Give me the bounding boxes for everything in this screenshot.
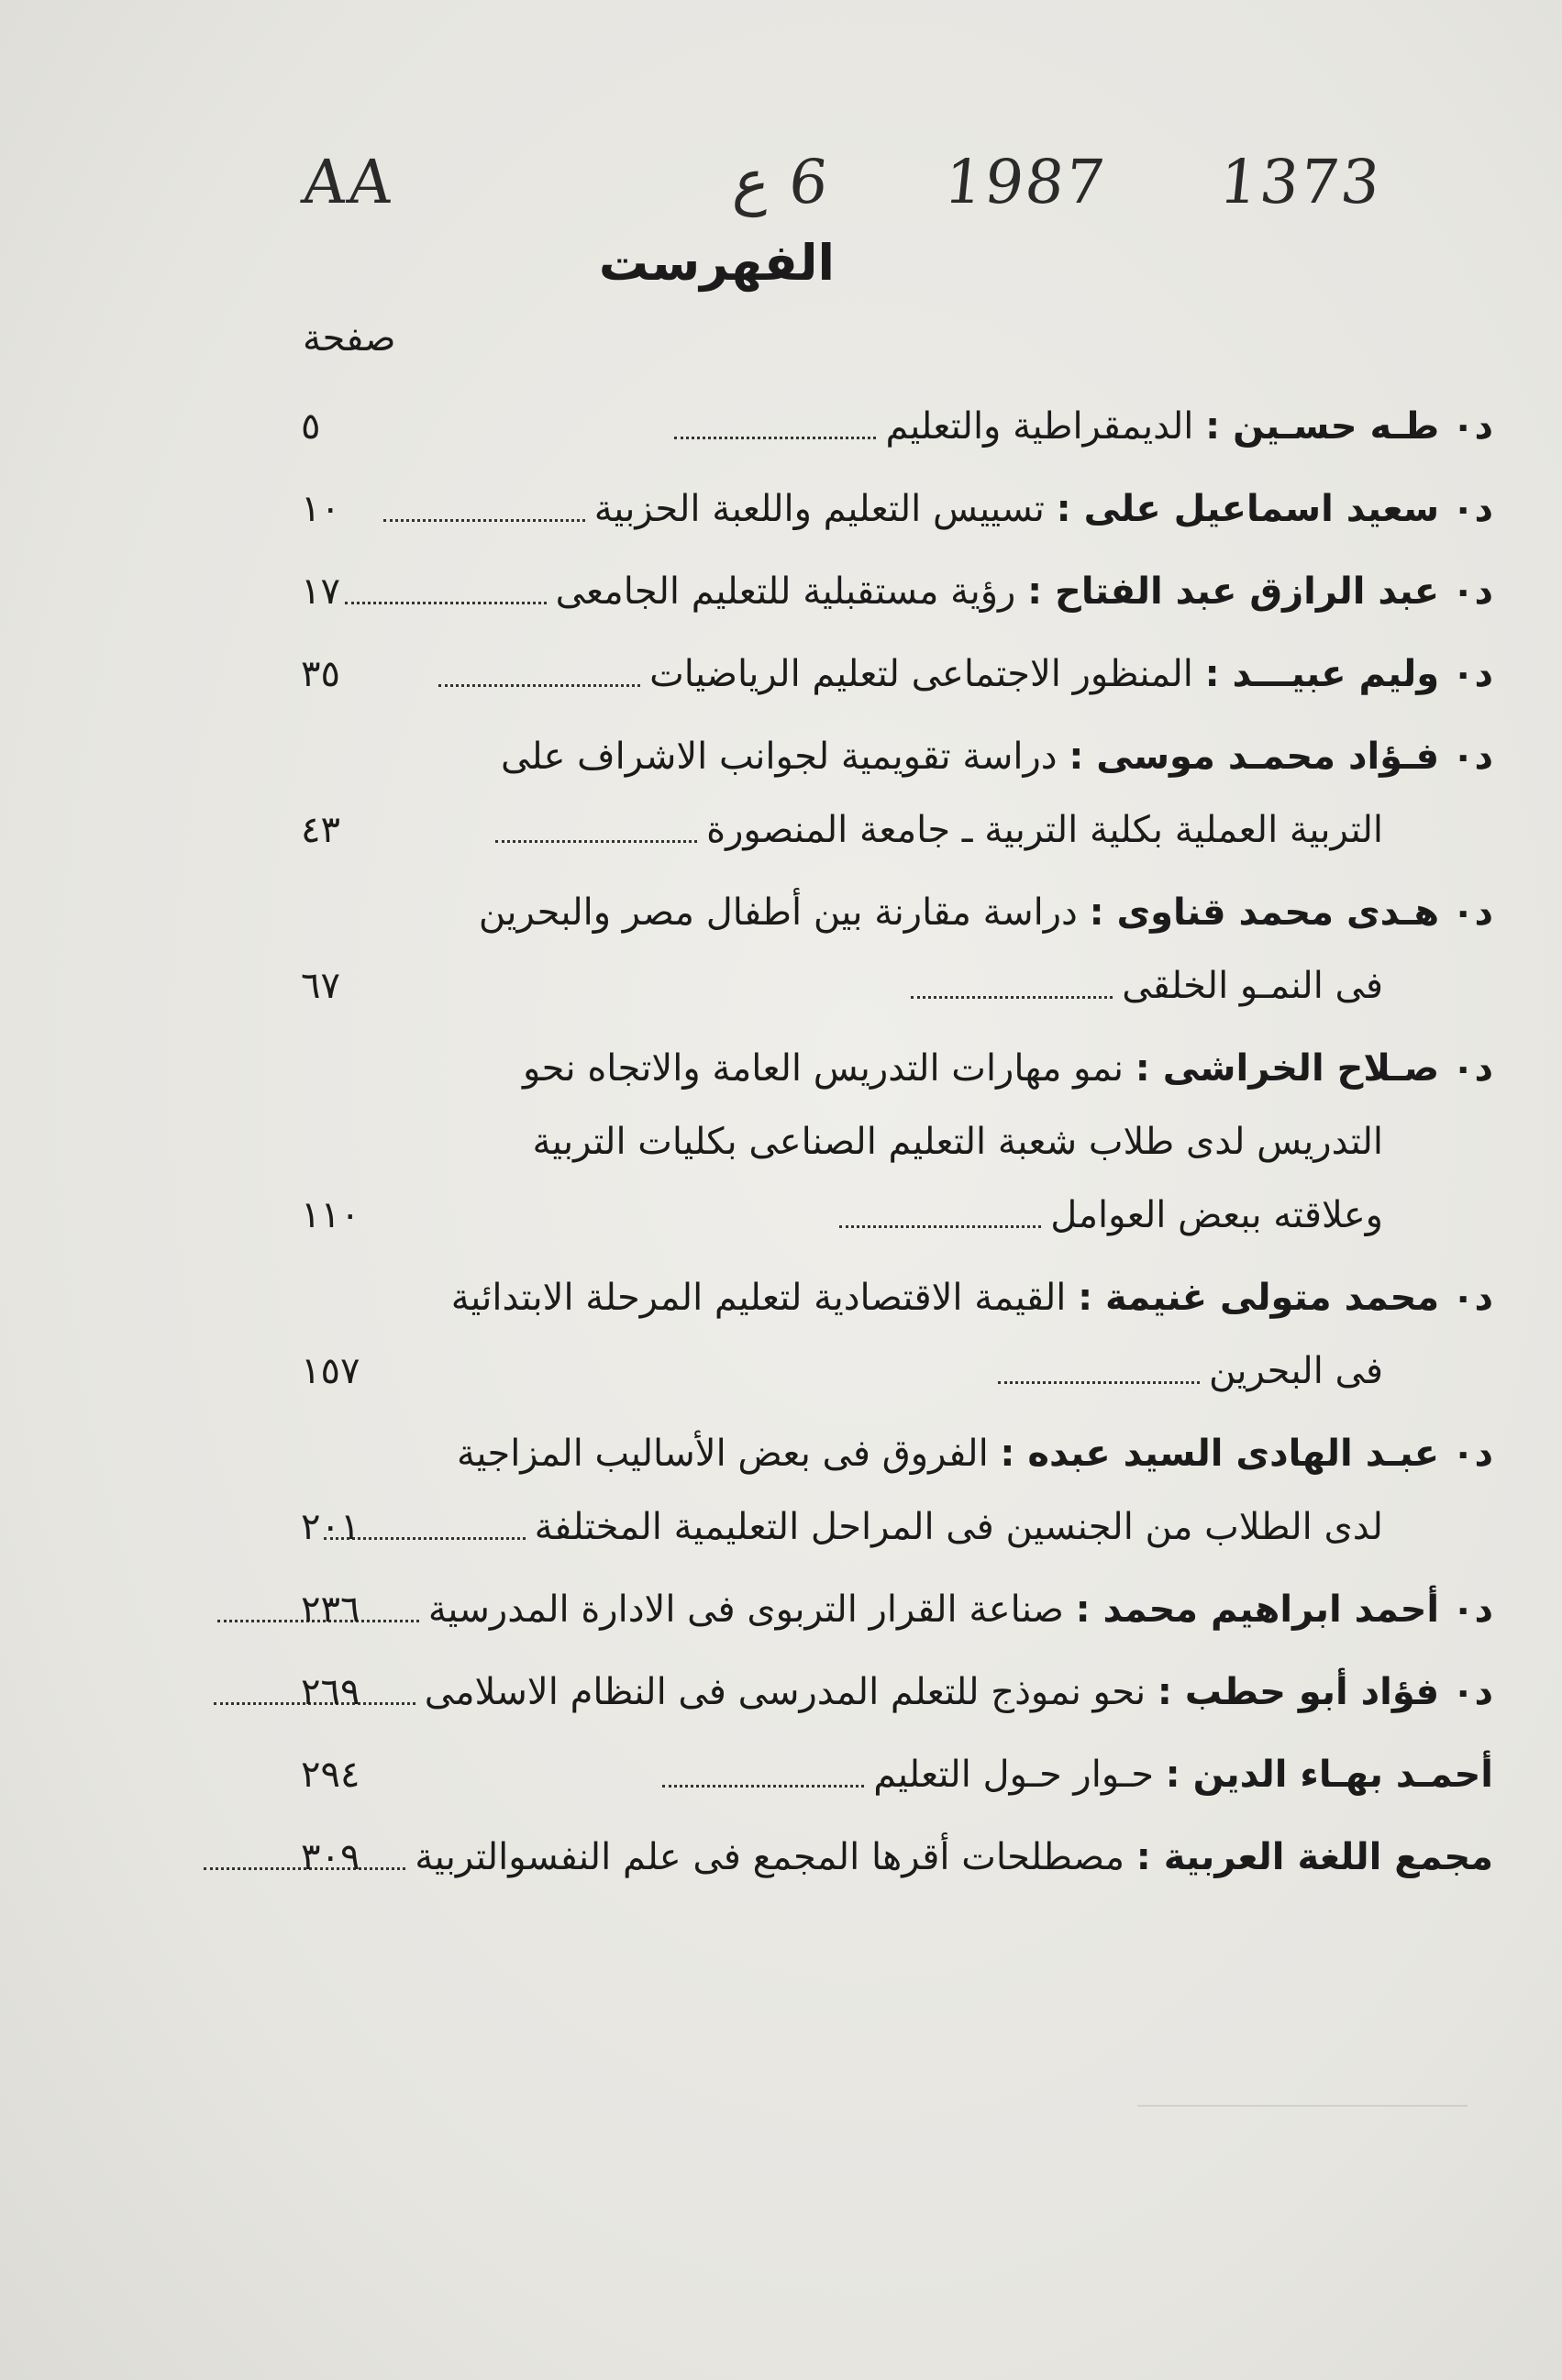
toc-entry [301, 720, 1493, 867]
handwritten-note-1: AA [298, 147, 398, 217]
entry-gap [301, 1811, 1493, 1821]
entry-gap [301, 711, 1493, 720]
handwritten-note-4: 1373 [1215, 147, 1386, 217]
toc-entry [301, 1655, 1493, 1729]
toc-line [301, 1655, 1493, 1729]
toc-author: أحمـد بهـاء الدين : [1165, 1754, 1493, 1796]
toc-entry [301, 390, 1493, 463]
toc-title: فى النمـو الخلقى [1122, 965, 1383, 1007]
toc-title: الديمقراطية والتعليم [885, 405, 1194, 448]
table-of-contents [301, 390, 1493, 1903]
toc-title: رؤية مستقبلية للتعليم الجامعى [555, 570, 1016, 613]
toc-page-number: ٣٠٩ [301, 1836, 360, 1878]
toc-line [301, 1738, 1493, 1811]
toc-entry [301, 1261, 1493, 1408]
toc-page-number: ٢٩٤ [301, 1754, 360, 1796]
toc-title: تسييس التعليم واللعبة الحزبية [593, 488, 1045, 530]
toc-line [301, 472, 1493, 546]
toc-title: الفروق فى بعض الأساليب المزاجية [456, 1433, 989, 1475]
toc-title: التربية العملية بكلية التربية ـ جامعة المنصورة [706, 809, 1383, 851]
toc-title: مصطلحات أقرها المجمع فى علم النفسوالتربية [415, 1836, 1125, 1878]
toc-author: د٠ أحمد ابراهيم محمد : [1075, 1589, 1493, 1631]
toc-entry [301, 1417, 1493, 1564]
page-title-text: الفهرست [598, 234, 836, 292]
entry-gap [301, 628, 1493, 637]
toc-author: د٠ طـه حسـين : [1205, 405, 1493, 448]
toc-title: وعلاقته ببعض العوامل [1050, 1194, 1383, 1236]
leader-dots [839, 1224, 1041, 1228]
handwritten-note-3: 1987 [940, 147, 1111, 217]
toc-title: نحو نموذج للتعلم المدرسى فى النظام الاسلامى [424, 1671, 1147, 1713]
toc-line [301, 1821, 1493, 1894]
toc-line [301, 1105, 1493, 1179]
leader-dots [998, 1380, 1200, 1384]
leader-dots [383, 518, 585, 522]
entry-gap [301, 1894, 1493, 1903]
toc-line [301, 720, 1493, 793]
entry-gap [301, 1729, 1493, 1738]
toc-line [301, 1573, 1493, 1646]
toc-page-number: ٣٥ [301, 653, 340, 695]
entry-gap [301, 546, 1493, 555]
toc-page-number: ٢٣٦ [301, 1589, 360, 1631]
leader-dots [345, 601, 547, 604]
leader-dots [495, 839, 697, 843]
toc-line [301, 390, 1493, 463]
toc-page-number: ٦٧ [301, 965, 340, 1007]
leader-dots [662, 1784, 864, 1788]
toc-title: المنظور الاجتماعى لتعليم الرياضيات [649, 653, 1193, 695]
toc-line [301, 637, 1493, 711]
toc-title: صناعة القرار التربوى فى الادارة المدرسية [427, 1589, 1064, 1631]
toc-line [301, 876, 1493, 949]
entry-gap [301, 867, 1493, 876]
toc-author: د٠ سعيد اسماعيل على : [1056, 488, 1493, 530]
toc-entry [301, 876, 1493, 1023]
toc-author: مجمع اللغة العربية : [1135, 1836, 1493, 1878]
toc-entry [301, 555, 1493, 628]
toc-title: لدى الطلاب من الجنسين فى المراحل التعليمية المختلفة [534, 1506, 1383, 1548]
toc-author: د٠ عبـد الهادى السيد عبده : [1000, 1433, 1493, 1475]
toc-line [301, 555, 1493, 628]
toc-page-number: ٢٦٩ [301, 1671, 360, 1713]
page-title [0, 234, 1562, 292]
bleed-through-rule [1137, 2105, 1468, 2107]
toc-author: د٠ فـؤاد محمـد موسى : [1069, 736, 1493, 778]
entry-gap [301, 1252, 1493, 1261]
toc-title: دراسة تقويمية لجوانب الاشراف على [501, 736, 1058, 778]
page-column-label: صفحة [303, 317, 396, 360]
toc-title: القيمة الاقتصادية لتعليم المرحلة الابتدائية [450, 1277, 1067, 1319]
toc-title: التدريس لدى طلاب شعبة التعليم الصناعى بكليات التربية [532, 1121, 1383, 1163]
leader-dots [911, 995, 1113, 999]
toc-page-number: ٥ [301, 405, 321, 448]
toc-title: حـوار حـول التعليم [873, 1754, 1154, 1796]
toc-author: د٠ وليم عبيـــد : [1204, 653, 1493, 695]
toc-line [301, 1334, 1493, 1408]
entry-gap [301, 1408, 1493, 1417]
toc-author: د٠ هـدى محمد قناوى : [1089, 891, 1493, 934]
toc-author: د٠ فؤاد أبو حطب : [1157, 1671, 1493, 1713]
toc-page-number: ٤٣ [301, 809, 340, 851]
toc-page-number: ١٥٧ [301, 1350, 360, 1392]
toc-entry [301, 1573, 1493, 1646]
toc-page-number: ٢٠١ [301, 1506, 360, 1548]
toc-line [301, 1179, 1493, 1252]
toc-line [301, 1490, 1493, 1564]
toc-page-number: ١١٠ [301, 1194, 360, 1236]
toc-page-number: ١٧ [301, 570, 340, 613]
toc-entry [301, 1821, 1493, 1894]
toc-title: فى البحرين [1208, 1350, 1383, 1392]
toc-entry [301, 472, 1493, 546]
toc-title: نمو مهارات التدريس العامة والاتجاه نحو [523, 1047, 1124, 1090]
toc-author: د٠ عبد الرازق عبد الفتاح : [1027, 570, 1493, 613]
handwritten-note-2: 6 ع [729, 147, 832, 217]
toc-title: دراسة مقارنة بين أطفال مصر والبحرين [478, 891, 1078, 934]
toc-entry [301, 1032, 1493, 1252]
entry-gap [301, 463, 1493, 472]
toc-line [301, 1417, 1493, 1490]
toc-author: د٠ محمد متولى غنيمة : [1078, 1277, 1493, 1319]
toc-line [301, 793, 1493, 867]
toc-page-number: ١٠ [301, 488, 340, 530]
toc-author: د٠ صـلاح الخراشى : [1135, 1047, 1493, 1090]
toc-line [301, 1261, 1493, 1334]
toc-line [301, 1032, 1493, 1105]
leader-dots [438, 683, 640, 687]
entry-gap [301, 1646, 1493, 1655]
toc-line [301, 949, 1493, 1023]
toc-entry [301, 637, 1493, 711]
entry-gap [301, 1564, 1493, 1573]
leader-dots [674, 436, 876, 439]
entry-gap [301, 1023, 1493, 1032]
toc-entry [301, 1738, 1493, 1811]
